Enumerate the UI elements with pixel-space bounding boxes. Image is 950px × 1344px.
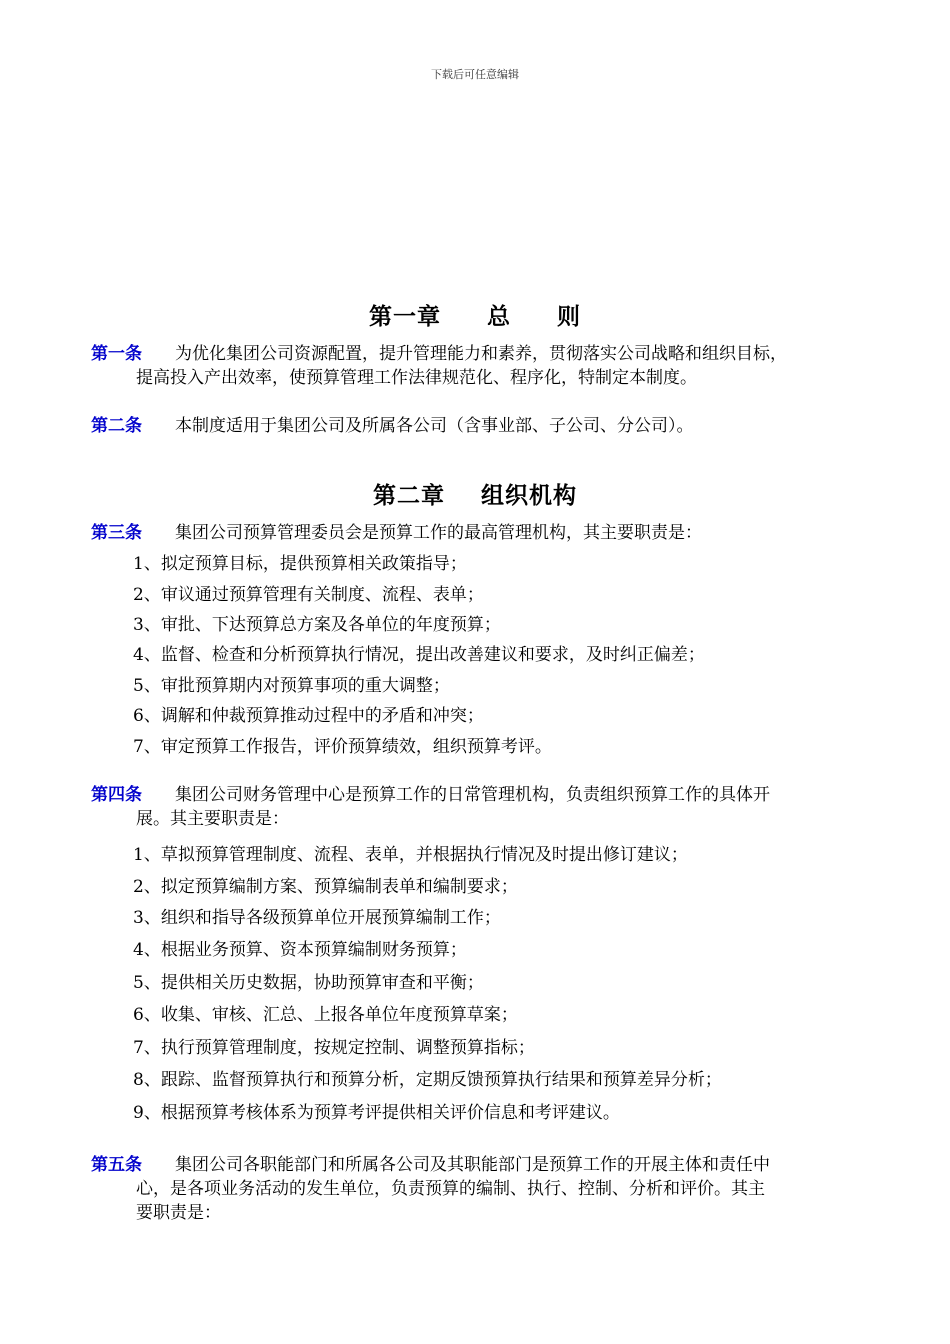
- chapter-2-number: 第二章: [373, 483, 445, 509]
- chapter-1-title: [0, 298, 950, 331]
- article-2-line-1: 本制度适用于集团公司及所属各公司（含事业部、子公司、分公司）。: [175, 416, 694, 436]
- article-1: [91, 342, 871, 390]
- article-4-item: 5、提供相关历史数据，协助预算审查和平衡；: [133, 973, 484, 993]
- article-3-item: 1、拟定预算目标，提供预算相关政策指导；: [133, 554, 467, 574]
- article-3: [91, 521, 871, 545]
- article-1-line-1: 为优化集团公司资源配置，提升管理能力和素养，贯彻落实公司战略和组织目标，: [175, 344, 787, 364]
- article-4: [91, 783, 871, 831]
- article-4-item: 3、组织和指导各级预算单位开展预算编制工作；: [133, 908, 501, 928]
- article-4-line-1: 集团公司财务管理中心是预算工作的日常管理机构，负责组织预算工作的具体开: [175, 785, 770, 805]
- chapter-1-number: 第一章: [369, 304, 441, 330]
- article-1-label: 第一条: [91, 344, 142, 364]
- chapter-2-name: 组织机构: [481, 483, 577, 509]
- article-4-item: 4、根据业务预算、资本预算编制财务预算；: [133, 940, 467, 960]
- article-3-line-1: 集团公司预算管理委员会是预算工作的最高管理机构，其主要职责是：: [175, 523, 702, 543]
- article-3-item: 2、审议通过预算管理有关制度、流程、表单；: [133, 585, 484, 605]
- article-3-label: 第三条: [91, 523, 142, 543]
- article-3-item: 4、监督、检查和分析预算执行情况，提出改善建议和要求，及时纠正偏差；: [133, 645, 705, 665]
- chapter-1-word-2: 则: [557, 304, 581, 330]
- article-4-item: 1、草拟预算管理制度、流程、表单，并根据执行情况及时提出修订建议；: [133, 845, 688, 865]
- chapter-2-title: [0, 477, 950, 510]
- article-4-item: 6、收集、审核、汇总、上报各单位年度预算草案；: [133, 1005, 518, 1025]
- article-1-line-2: 提高投入产出效率，使预算管理工作法律规范化、程序化，特制定本制度。: [136, 368, 697, 388]
- article-5-label: 第五条: [91, 1155, 142, 1175]
- article-5: [91, 1153, 871, 1225]
- article-3-item: 5、审批预算期内对预算事项的重大调整；: [133, 676, 450, 696]
- article-5-line-2: 心，是各项业务活动的发生单位，负责预算的编制、执行、控制、分析和评价。其主: [136, 1179, 765, 1199]
- article-2: [91, 414, 871, 438]
- article-3-item: 3、审批、下达预算总方案及各单位的年度预算；: [133, 615, 501, 635]
- article-5-line-3: 要职责是：: [136, 1203, 221, 1223]
- article-4-item: 9、根据预算考核体系为预算考评提供相关评价信息和考评建议。: [133, 1103, 620, 1123]
- chapter-1-word-1: 总: [487, 304, 511, 330]
- article-4-line-2: 展。其主要职责是：: [136, 809, 289, 829]
- article-3-item: 7、审定预算工作报告，评价预算绩效，组织预算考评。: [133, 737, 552, 757]
- article-2-label: 第二条: [91, 416, 142, 436]
- header-note: 下载后可任意编辑: [431, 68, 519, 81]
- article-5-line-1: 集团公司各职能部门和所属各公司及其职能部门是预算工作的开展主体和责任中: [175, 1155, 770, 1175]
- article-4-label: 第四条: [91, 785, 142, 805]
- article-4-item: 8、跟踪、监督预算执行和预算分析，定期反馈预算执行结果和预算差异分析；: [133, 1070, 722, 1090]
- article-4-item: 2、拟定预算编制方案、预算编制表单和编制要求；: [133, 877, 518, 897]
- article-4-item: 7、执行预算管理制度，按规定控制、调整预算指标；: [133, 1038, 535, 1058]
- article-3-item: 6、调解和仲裁预算推动过程中的矛盾和冲突；: [133, 706, 484, 726]
